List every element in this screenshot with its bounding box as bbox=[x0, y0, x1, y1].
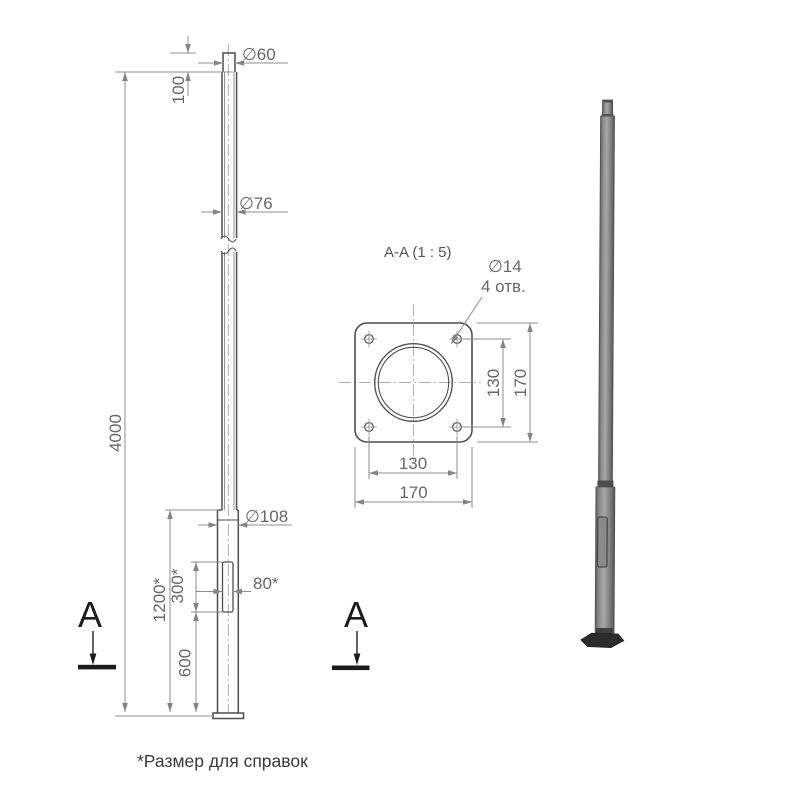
bolt-holes bbox=[365, 335, 462, 432]
dim-tip-length: 100 bbox=[169, 75, 188, 105]
dim-base-diameter: ∅108 bbox=[245, 507, 289, 526]
pole3d-joint-band bbox=[597, 480, 613, 487]
dim-hole-count: 4 отв. bbox=[481, 277, 526, 296]
section-plane-middle bbox=[332, 666, 370, 671]
pole3d-base-flange bbox=[581, 633, 624, 647]
dim-hole-diameter: ∅14 bbox=[488, 257, 522, 276]
pole3d-tip-cap bbox=[603, 100, 613, 103]
section-marker-left: A bbox=[78, 594, 103, 635]
dim-plate-size-horizontal: 170 bbox=[399, 483, 428, 502]
dim-tip-diameter: ∅60 bbox=[242, 45, 276, 64]
pole-3d-view bbox=[581, 100, 627, 648]
flange-centerlines bbox=[339, 304, 481, 461]
dim-hatch-offset: 600 bbox=[175, 648, 195, 678]
dim-total-height: 4000 bbox=[106, 414, 125, 452]
dim-lower-length: 1200* bbox=[150, 577, 169, 623]
access-hatch-outline bbox=[223, 562, 234, 612]
bolt-hole-crosshairs bbox=[361, 331, 465, 435]
dim-hatch-width: 80* bbox=[253, 574, 279, 593]
section-cut-markers bbox=[78, 594, 370, 670]
section-plane-left bbox=[78, 665, 116, 670]
front-view-drawing bbox=[106, 36, 292, 719]
base-plate bbox=[213, 713, 244, 719]
reference-footnote: *Размер для справок bbox=[137, 751, 308, 771]
dim-bolt-spacing-horizontal: 130 bbox=[398, 454, 428, 473]
dim-mid-diameter: ∅76 bbox=[239, 194, 273, 213]
dim-bolt-spacing-vertical: 130 bbox=[484, 368, 503, 398]
section-view-title: A-A (1 : 5) bbox=[384, 244, 452, 261]
pole-tip-outline bbox=[223, 53, 235, 72]
pole-upper-shaft-outline bbox=[222, 72, 237, 510]
section-marker-middle: A bbox=[344, 594, 369, 635]
flange-dimension-arrowheads bbox=[355, 323, 533, 505]
pole3d-upper-shaft bbox=[598, 116, 614, 481]
dim-hatch-height: 300* bbox=[168, 568, 187, 604]
flange-section-view bbox=[339, 244, 538, 508]
pole-upper-shaft-inner-lines bbox=[225, 72, 234, 510]
pole3d-hatch-door bbox=[597, 517, 607, 567]
dimension-lines bbox=[115, 36, 292, 716]
dim-plate-size-vertical: 170 bbox=[511, 368, 530, 398]
flange-dimension-lines bbox=[355, 323, 538, 508]
